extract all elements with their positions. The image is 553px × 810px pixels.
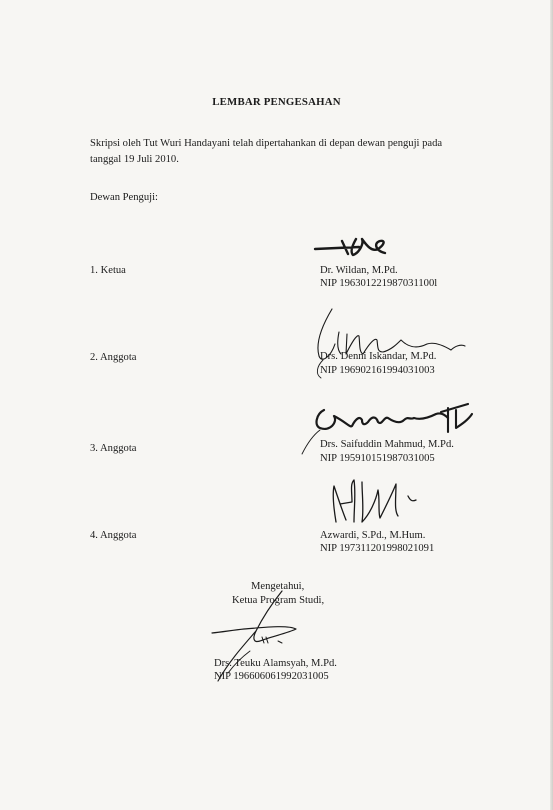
intro-line-1: Skripsi oleh Tut Wuri Handayani telah dipertahankan di depan dewan penguji pada bbox=[90, 138, 443, 149]
examiner-name: Drs. Saifuddin Mahmud, M.Pd. bbox=[320, 439, 454, 450]
examiner-nip: NIP 196902161994031003 bbox=[320, 365, 435, 376]
signature-anggota-3 bbox=[320, 470, 430, 530]
approval-position: Ketua Program Studi, bbox=[232, 595, 325, 606]
examiner-role: 2. Anggota bbox=[90, 352, 137, 363]
page-title: LEMBAR PENGESAHAN bbox=[212, 96, 341, 108]
examiner-name: Azwardi, S.Pd., M.Hum. bbox=[320, 530, 426, 541]
examiner-nip: NIP 196301221987031100l bbox=[320, 278, 438, 289]
known-by-label: Mengetahui, bbox=[251, 581, 305, 592]
approval-nip: NIP 196606061992031005 bbox=[214, 671, 329, 682]
intro-line-2: tanggal 19 Juli 2010. bbox=[90, 154, 179, 165]
examiner-nip: NIP 195910151987031005 bbox=[320, 453, 435, 464]
examiner-name: Dr. Wildan, M.Pd. bbox=[320, 265, 398, 276]
board-label: Dewan Penguji: bbox=[90, 192, 158, 203]
signature-ketua bbox=[312, 236, 402, 260]
approval-name: Drs. Teuku Alamsyah, M.Pd. bbox=[214, 658, 337, 669]
examiner-role: 4. Anggota bbox=[90, 530, 137, 541]
examiner-name: Drs. Denni Iskandar, M.Pd. bbox=[320, 351, 437, 362]
examiner-role: 1. Ketua bbox=[90, 265, 126, 276]
examiner-nip: NIP 197311201998021091 bbox=[320, 543, 435, 554]
examiner-role: 3. Anggota bbox=[90, 443, 137, 454]
